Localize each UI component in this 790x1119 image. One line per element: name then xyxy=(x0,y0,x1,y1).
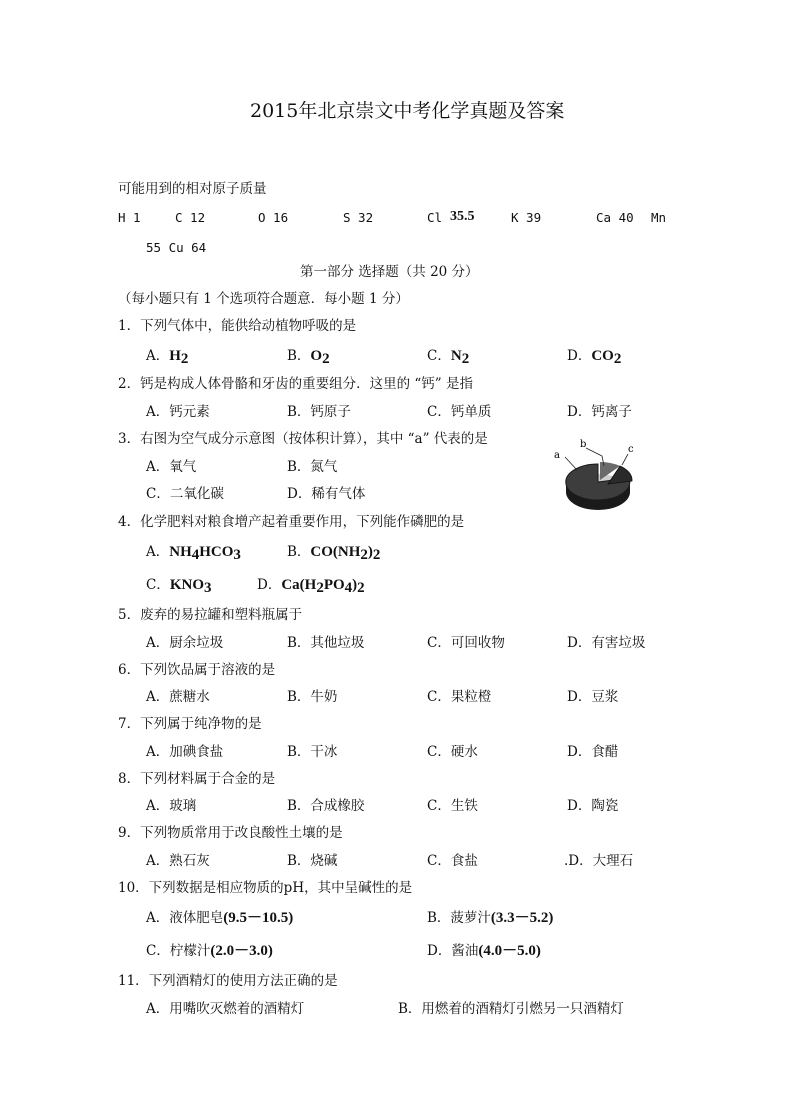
q2-stem: 2．钙是构成人体骨骼和牙齿的重要组分．这里的 “钙” 是指 xyxy=(118,376,473,392)
q6-option-a: A．蔗糖水 xyxy=(146,689,210,705)
q1-option-c: C．$N_2$ xyxy=(427,348,470,367)
pie-label-c: c xyxy=(628,444,634,455)
q3-option-b: B．氮气 xyxy=(287,459,338,475)
page-title: 2015年北京崇文中考化学真题及答案 xyxy=(250,100,565,122)
q7-stem: 7．下列属于纯净物的是 xyxy=(118,716,262,732)
air-composition-pie-figure xyxy=(550,430,650,522)
mass-mn: Mn xyxy=(651,210,667,225)
q4-option-a: A．$NH_4HCO_3$ xyxy=(146,544,241,563)
q11-option-a: A．用嘴吹灭燃着的酒精灯 xyxy=(146,1001,305,1017)
pie-label-b: b xyxy=(580,439,587,450)
mass-cl-value: 35.5 xyxy=(450,209,475,224)
q7-option-a: A．加碘食盐 xyxy=(146,744,224,760)
mass-h: H 1 xyxy=(118,210,141,225)
q2-option-a: A．钙元素 xyxy=(146,404,210,420)
q8-option-c: C．生铁 xyxy=(427,798,478,814)
q6-stem: 6．下列饮品属于溶液的是 xyxy=(118,662,276,678)
q5-option-c: C．可回收物 xyxy=(427,635,505,651)
q7-option-b: B．干冰 xyxy=(287,744,338,760)
q11-stem: 11．下列酒精灯的使用方法正确的是 xyxy=(118,973,338,989)
q9-stem: 9．下列物质常用于改良酸性土壤的是 xyxy=(118,825,343,841)
q8-stem: 8．下列材料属于合金的是 xyxy=(118,771,276,787)
q8-option-d: D．陶瓷 xyxy=(567,798,619,814)
q4-option-c: C．$KNO_3$ xyxy=(146,577,212,596)
mass-ca: Ca 40 xyxy=(596,210,634,225)
q3-option-a: A．氧气 xyxy=(146,459,197,475)
q9-option-c: C．食盐 xyxy=(427,853,478,869)
q3-option-c: C．二氧化碳 xyxy=(146,486,224,502)
q9-option-a: A．熟石灰 xyxy=(146,853,210,869)
q4-option-d: D．$Ca(H_2PO_4)_2$ xyxy=(257,577,365,596)
q1-stem: 1．下列气体中，能供给动植物呼吸的是 xyxy=(118,318,357,334)
pie-label-a: a xyxy=(554,450,560,461)
q5-stem: 5．废弃的易拉罐和塑料瓶属于 xyxy=(118,607,303,623)
q11-option-b: B．用燃着的酒精灯引燃另一只酒精灯 xyxy=(398,1001,624,1017)
q1-option-b: B．$O_2$ xyxy=(287,348,330,367)
q4-stem: 4．化学肥料对粮食增产起着重要作用，下列能作磷肥的是 xyxy=(118,514,465,530)
mass-cl: Cl xyxy=(427,210,443,225)
label-a-leader xyxy=(565,457,577,470)
mass-k: K 39 xyxy=(511,210,542,225)
q3-stem: 3．右图为空气成分示意图（按体积计算），其中 “a” 代表的是 xyxy=(118,431,488,447)
q8-option-b: B．合成橡胶 xyxy=(287,798,365,814)
q9-option-b: B．烧碱 xyxy=(287,853,338,869)
label-c-leader xyxy=(622,454,628,465)
label-b-leader xyxy=(586,448,602,456)
mass-o: O 16 xyxy=(258,210,289,225)
q8-option-a: A．玻璃 xyxy=(146,798,197,814)
q5-option-d: D．有害垃圾 xyxy=(567,635,646,651)
q6-option-d: D．豆浆 xyxy=(567,689,619,705)
atomic-mass-heading: 可能用到的相对原子质量 xyxy=(118,181,267,197)
q4-option-b: B．$CO(NH_2)_2$ xyxy=(287,544,381,563)
q1-option-a: A．$H_2$ xyxy=(146,348,189,367)
section-heading: 第一部分 选择题（共 20 分） xyxy=(300,264,479,280)
q7-option-d: D．食醋 xyxy=(567,744,619,760)
q2-option-b: B．钙原子 xyxy=(287,404,351,420)
q1-option-d: D．$CO_2$ xyxy=(567,348,622,367)
q10-option-d: D．酱油(4.0－5.0) xyxy=(427,943,541,959)
mass-s: S 32 xyxy=(343,210,374,225)
q3-option-d: D．稀有气体 xyxy=(287,486,366,502)
section-note: （每小题只有 1 个选项符合题意．每小题 1 分） xyxy=(118,291,409,307)
q9-option-d: .D．大理石 xyxy=(564,853,634,869)
q10-option-a: A．液体肥皂(9.5－10.5) xyxy=(146,910,294,926)
q10-stem: 10．下列数据是相应物质的pH，其中呈碱性的是 xyxy=(118,880,413,896)
q2-option-d: D．钙离子 xyxy=(567,404,632,420)
mass-c: C 12 xyxy=(175,210,206,225)
q5-option-a: A．厨余垃圾 xyxy=(146,635,224,651)
q10-option-c: C．柠檬汁(2.0－3.0) xyxy=(146,943,273,959)
atomic-mass-line-2: 55 Cu 64 xyxy=(146,240,207,255)
q6-option-c: C．果粒橙 xyxy=(427,689,492,705)
q6-option-b: B．牛奶 xyxy=(287,689,338,705)
q2-option-c: C．钙单质 xyxy=(427,404,492,420)
q10-option-b: B．菠萝汁(3.3－5.2) xyxy=(427,910,554,926)
q5-option-b: B．其他垃圾 xyxy=(287,635,365,651)
q7-option-c: C．硬水 xyxy=(427,744,478,760)
